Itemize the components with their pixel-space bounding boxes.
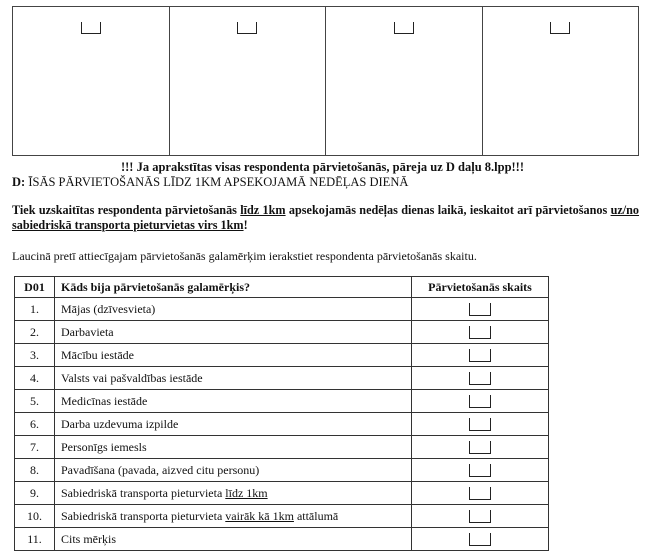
fill-instruction: Laucinā pretī attiecīgajam pārvietošanās galamērķim ierakstiet respondenta pārvietošanās skaitu. bbox=[12, 249, 477, 263]
top-grid bbox=[12, 6, 639, 156]
count-input-box[interactable] bbox=[469, 533, 491, 546]
row-label bbox=[55, 482, 412, 505]
count-input-box[interactable] bbox=[469, 487, 491, 500]
para-underline: līdz 1km bbox=[240, 203, 286, 217]
table-row bbox=[15, 436, 549, 459]
count-cell[interactable] bbox=[412, 344, 549, 367]
section-title bbox=[12, 175, 408, 190]
row-label-part: Sabiedriskā transporta pieturvieta bbox=[61, 485, 226, 500]
count-cell[interactable] bbox=[412, 413, 549, 436]
destination-table bbox=[14, 276, 549, 551]
count-cell[interactable] bbox=[412, 298, 549, 321]
count-input-box[interactable] bbox=[469, 464, 491, 477]
row-label: Cits mērķis bbox=[55, 528, 412, 551]
row-number: 9. bbox=[15, 482, 55, 505]
row-label: Darbavieta bbox=[55, 321, 412, 344]
row-label-underline: vairāk kā 1km bbox=[225, 508, 294, 523]
count-input-box[interactable] bbox=[469, 510, 491, 523]
row-number: 3. bbox=[15, 344, 55, 367]
row-number: 6. bbox=[15, 413, 55, 436]
table-row bbox=[15, 505, 549, 528]
row-number: 1. bbox=[15, 298, 55, 321]
entry-box[interactable] bbox=[81, 22, 101, 34]
header-count: Pārvietošanās skaits bbox=[412, 277, 549, 298]
table-header-row bbox=[15, 277, 549, 298]
header-code: D01 bbox=[15, 277, 55, 298]
top-cell bbox=[12, 6, 169, 156]
table-row bbox=[15, 321, 549, 344]
row-number: 11. bbox=[15, 528, 55, 551]
top-cell bbox=[325, 6, 482, 156]
table-row bbox=[15, 482, 549, 505]
count-cell[interactable] bbox=[412, 505, 549, 528]
entry-box[interactable] bbox=[550, 22, 570, 34]
row-label: Darba uzdevuma izpilde bbox=[55, 413, 412, 436]
row-label bbox=[55, 505, 412, 528]
count-input-box[interactable] bbox=[469, 303, 491, 316]
count-cell[interactable] bbox=[412, 367, 549, 390]
table-row bbox=[15, 459, 549, 482]
row-label: Mācību iestāde bbox=[55, 344, 412, 367]
count-input-box[interactable] bbox=[469, 441, 491, 454]
table-row bbox=[15, 413, 549, 436]
row-label: Medicīnas iestāde bbox=[55, 390, 412, 413]
row-label: Mājas (dzīvesvieta) bbox=[55, 298, 412, 321]
table-row bbox=[15, 367, 549, 390]
count-cell[interactable] bbox=[412, 436, 549, 459]
para-underline: uz/no sabiedriskā transporta pieturvietas virs 1km bbox=[12, 203, 640, 232]
row-label-part: Sabiedriskā transporta pieturvieta bbox=[61, 508, 226, 523]
table-row bbox=[15, 528, 549, 551]
entry-box[interactable] bbox=[237, 22, 257, 34]
row-label: Personīgs iemesls bbox=[55, 436, 412, 459]
row-number: 7. bbox=[15, 436, 55, 459]
count-cell[interactable] bbox=[412, 459, 549, 482]
row-number: 2. bbox=[15, 321, 55, 344]
table-row bbox=[15, 344, 549, 367]
row-label-underline: līdz 1km bbox=[225, 485, 268, 500]
section-prefix: D: bbox=[12, 175, 26, 189]
count-cell[interactable] bbox=[412, 528, 549, 551]
table-row bbox=[15, 390, 549, 413]
notice-text: !!! Ja aprakstītas visas respondenta pārvietošanās, pāreja uz D daļu 8.lpp!!! bbox=[120, 160, 525, 174]
para-text: Tiek uzskaitītas respondenta pārvietošanās bbox=[12, 203, 241, 217]
row-label-part: attālumā bbox=[293, 508, 339, 523]
count-cell[interactable] bbox=[412, 390, 549, 413]
row-number: 4. bbox=[15, 367, 55, 390]
row-number: 5. bbox=[15, 390, 55, 413]
entry-box[interactable] bbox=[394, 22, 414, 34]
row-number: 10. bbox=[15, 505, 55, 528]
instruction-paragraph bbox=[12, 203, 639, 233]
top-cell bbox=[169, 6, 326, 156]
count-cell[interactable] bbox=[412, 321, 549, 344]
row-label: Pavadīšana (pavada, aizved citu personu) bbox=[55, 459, 412, 482]
para-text: ! bbox=[243, 218, 248, 232]
header-question: Kāds bija pārvietošanās galamērķis? bbox=[55, 277, 412, 298]
count-input-box[interactable] bbox=[469, 326, 491, 339]
top-cell bbox=[482, 6, 640, 156]
section-heading: ĪSĀS PĀRVIETOŠANĀS LĪDZ 1KM APSEKOJAMĀ NEDĒĻAS DIENĀ bbox=[28, 175, 409, 189]
count-input-box[interactable] bbox=[469, 395, 491, 408]
count-input-box[interactable] bbox=[469, 349, 491, 362]
row-number: 8. bbox=[15, 459, 55, 482]
count-input-box[interactable] bbox=[469, 418, 491, 431]
table-row bbox=[15, 298, 549, 321]
count-cell[interactable] bbox=[412, 482, 549, 505]
row-label: Valsts vai pašvaldības iestāde bbox=[55, 367, 412, 390]
count-input-box[interactable] bbox=[469, 372, 491, 385]
para-text: apsekojamās nedēļas dienas laikā, ieskaitot arī pārvietošanos bbox=[285, 203, 611, 217]
